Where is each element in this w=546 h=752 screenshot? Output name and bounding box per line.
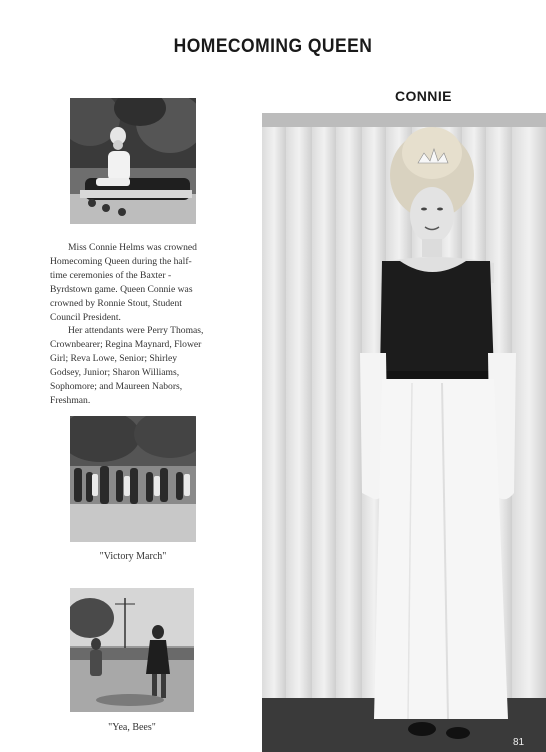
article-text	[50, 241, 205, 408]
victory-march-caption: "Victory March"	[99, 551, 167, 562]
queen-portrait-photo	[262, 113, 546, 752]
parade-car-photo	[70, 98, 196, 224]
yea-bees-photo	[70, 588, 194, 712]
article-paragraph-2: Her attendants were Perry Thomas, Crownbearer; Regina Maynard, Flower Girl; Reva Lowe, Senior; Shirley Godsey, Junior; Sharon Williams, Sophomore; and Maureen Nabors, Freshman.	[50, 325, 204, 406]
queen-name: CONNIE	[395, 88, 452, 104]
article-paragraph-1: Miss Connie Helms was crowned Homecoming Queen during the half-time ceremonies of the Baxter - Byrdstown game. Queen Connie was crowned by Ronnie Stout, Student Council President.	[50, 242, 197, 323]
page-title: HOMECOMING QUEEN	[173, 36, 373, 57]
victory-march-photo	[70, 416, 196, 542]
parade-car-image	[70, 98, 196, 224]
yea-bees-caption: "Yea, Bees"	[108, 722, 156, 733]
victory-march-image	[70, 416, 196, 542]
yea-bees-image	[70, 588, 194, 712]
page-number: 81	[513, 737, 525, 748]
queen-portrait-image	[262, 113, 546, 752]
